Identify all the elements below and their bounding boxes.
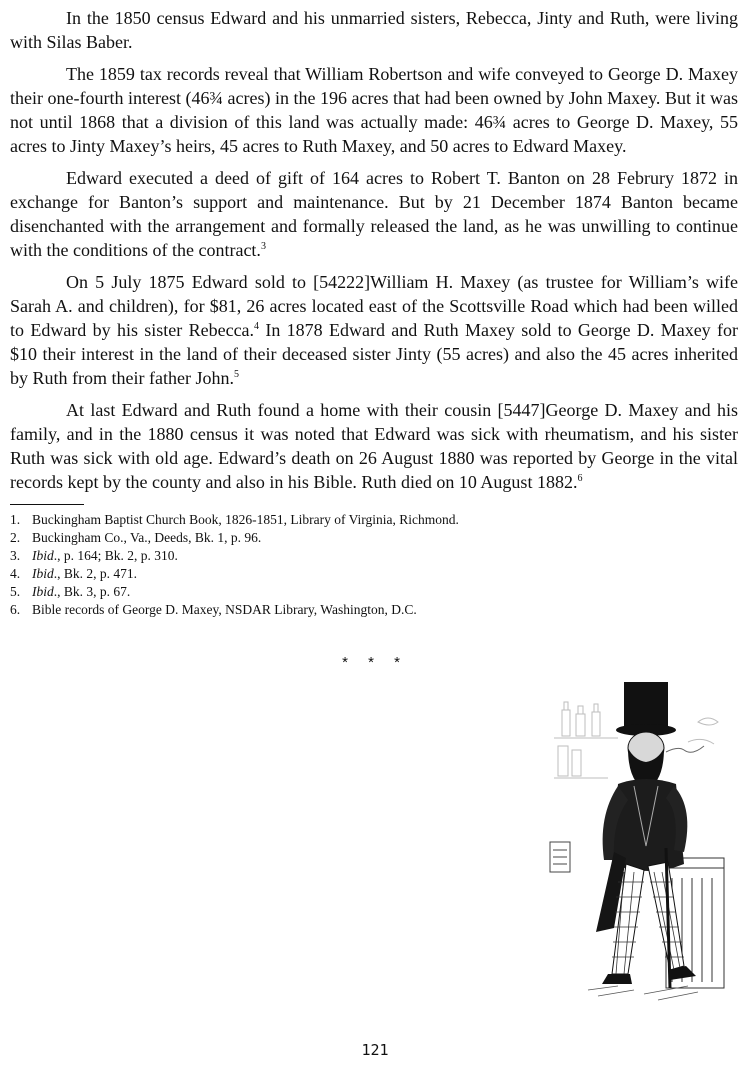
footnote-ref-5: 5: [233, 369, 239, 380]
page-number: 121: [361, 1041, 389, 1059]
section-separator: * * *: [342, 654, 408, 671]
paragraph-3-text: Edward executed a deed of gift of 164 acres to Robert T. Banton on 28 Februry 1872 in exchange for Banton’s support and maintenance. But by 21 December 1874 Banton became disenchanted with the arrangement and formally released the land, as he was unwilling to continue with the conditions of the contract.: [10, 168, 738, 260]
paragraph-4-text-a: On 5 July 1875 Edward sold to [54222]William H. Maxey (as trustee for William’s wife Sarah A. and children), for $81, 26 acres located east of the Scottsville Road which had been willed to Edward by his sister Rebecca.: [10, 272, 738, 340]
footnote-3: [10, 547, 738, 565]
paragraph-4-text-b: In 1878 Edward and Ruth Maxey sold to George D. Maxey for $10 their interest in the land of their deceased sister Jinty (55 acres) and also the 45 acres inherited by Ruth from their father John.: [10, 320, 738, 388]
top-hat-gentleman-icon: [548, 682, 730, 1008]
footnote-ref-6: 6: [577, 473, 583, 484]
footnote-text: ., Bk. 2, p. 471.: [53, 566, 138, 581]
footnote-number: 2.: [10, 530, 21, 545]
footnote-5: [10, 583, 738, 601]
footnote-number: 4.: [10, 566, 21, 581]
footnote-ref-3: 3: [260, 241, 266, 252]
paragraph-4: [10, 270, 738, 390]
paragraph-1: [10, 6, 738, 54]
footnote-text: ., p. 164; Bk. 2, p. 310.: [53, 548, 178, 563]
paragraph-3: [10, 166, 738, 262]
footnote-1: [10, 511, 738, 529]
paragraph-2-text: The 1859 tax records reveal that William Robertson and wife conveyed to George D. Maxey their one-fourth interest (46¾ acres) in the 196 acres that had been owned by John Maxey. But it was not until 1868 that a division of this land was actually made: 46¾ acres to George D. Maxey, 55 acres to Jinty Maxey’s heirs, 45 acres to Ruth Maxey, and 50 acres to Edward Maxey.: [10, 64, 738, 156]
footnote-4: [10, 565, 738, 583]
footnote-ibid: Ibid: [32, 548, 54, 563]
footnote-ref-4: 4: [254, 321, 260, 332]
footnote-text: ., Bk. 3, p. 67.: [53, 584, 131, 599]
footnote-number: 1.: [10, 512, 21, 527]
footnote-number: 3.: [10, 548, 21, 563]
footnote-ibid: Ibid: [32, 566, 54, 581]
footnote-2: [10, 529, 738, 547]
paragraph-2: [10, 62, 738, 158]
footnote-number: 6.: [10, 602, 21, 617]
footnote-text: Buckingham Co., Va., Deeds, Bk. 1, p. 96.: [32, 530, 262, 545]
footnotes: [10, 511, 738, 619]
paragraph-5-text: At last Edward and Ruth found a home with their cousin [5447]George D. Maxey and his family, and in the 1880 census it was noted that Edward was sick with rheumatism, and his sister Ruth was sick with old age. Edward’s death on 26 August 1880 was reported by George in the vital records kept by the county and also in his Bible. Ruth died on 10 August 1882.: [10, 400, 738, 492]
footnote-divider: [10, 504, 84, 505]
footnote-text: Buckingham Baptist Church Book, 1826-1851, Library of Virginia, Richmond.: [32, 512, 459, 527]
gentleman-illustration: [548, 682, 730, 1008]
footnote-ibid: Ibid: [32, 584, 54, 599]
paragraph-1-text: In the 1850 census Edward and his unmarried sisters, Rebecca, Jinty and Ruth, were living with Silas Baber.: [10, 8, 738, 52]
footnote-text: Bible records of George D. Maxey, NSDAR Library, Washington, D.C.: [32, 602, 417, 617]
footnote-6: [10, 601, 738, 619]
footnote-number: 5.: [10, 584, 21, 599]
page-body: [10, 6, 738, 619]
paragraph-5: [10, 398, 738, 494]
